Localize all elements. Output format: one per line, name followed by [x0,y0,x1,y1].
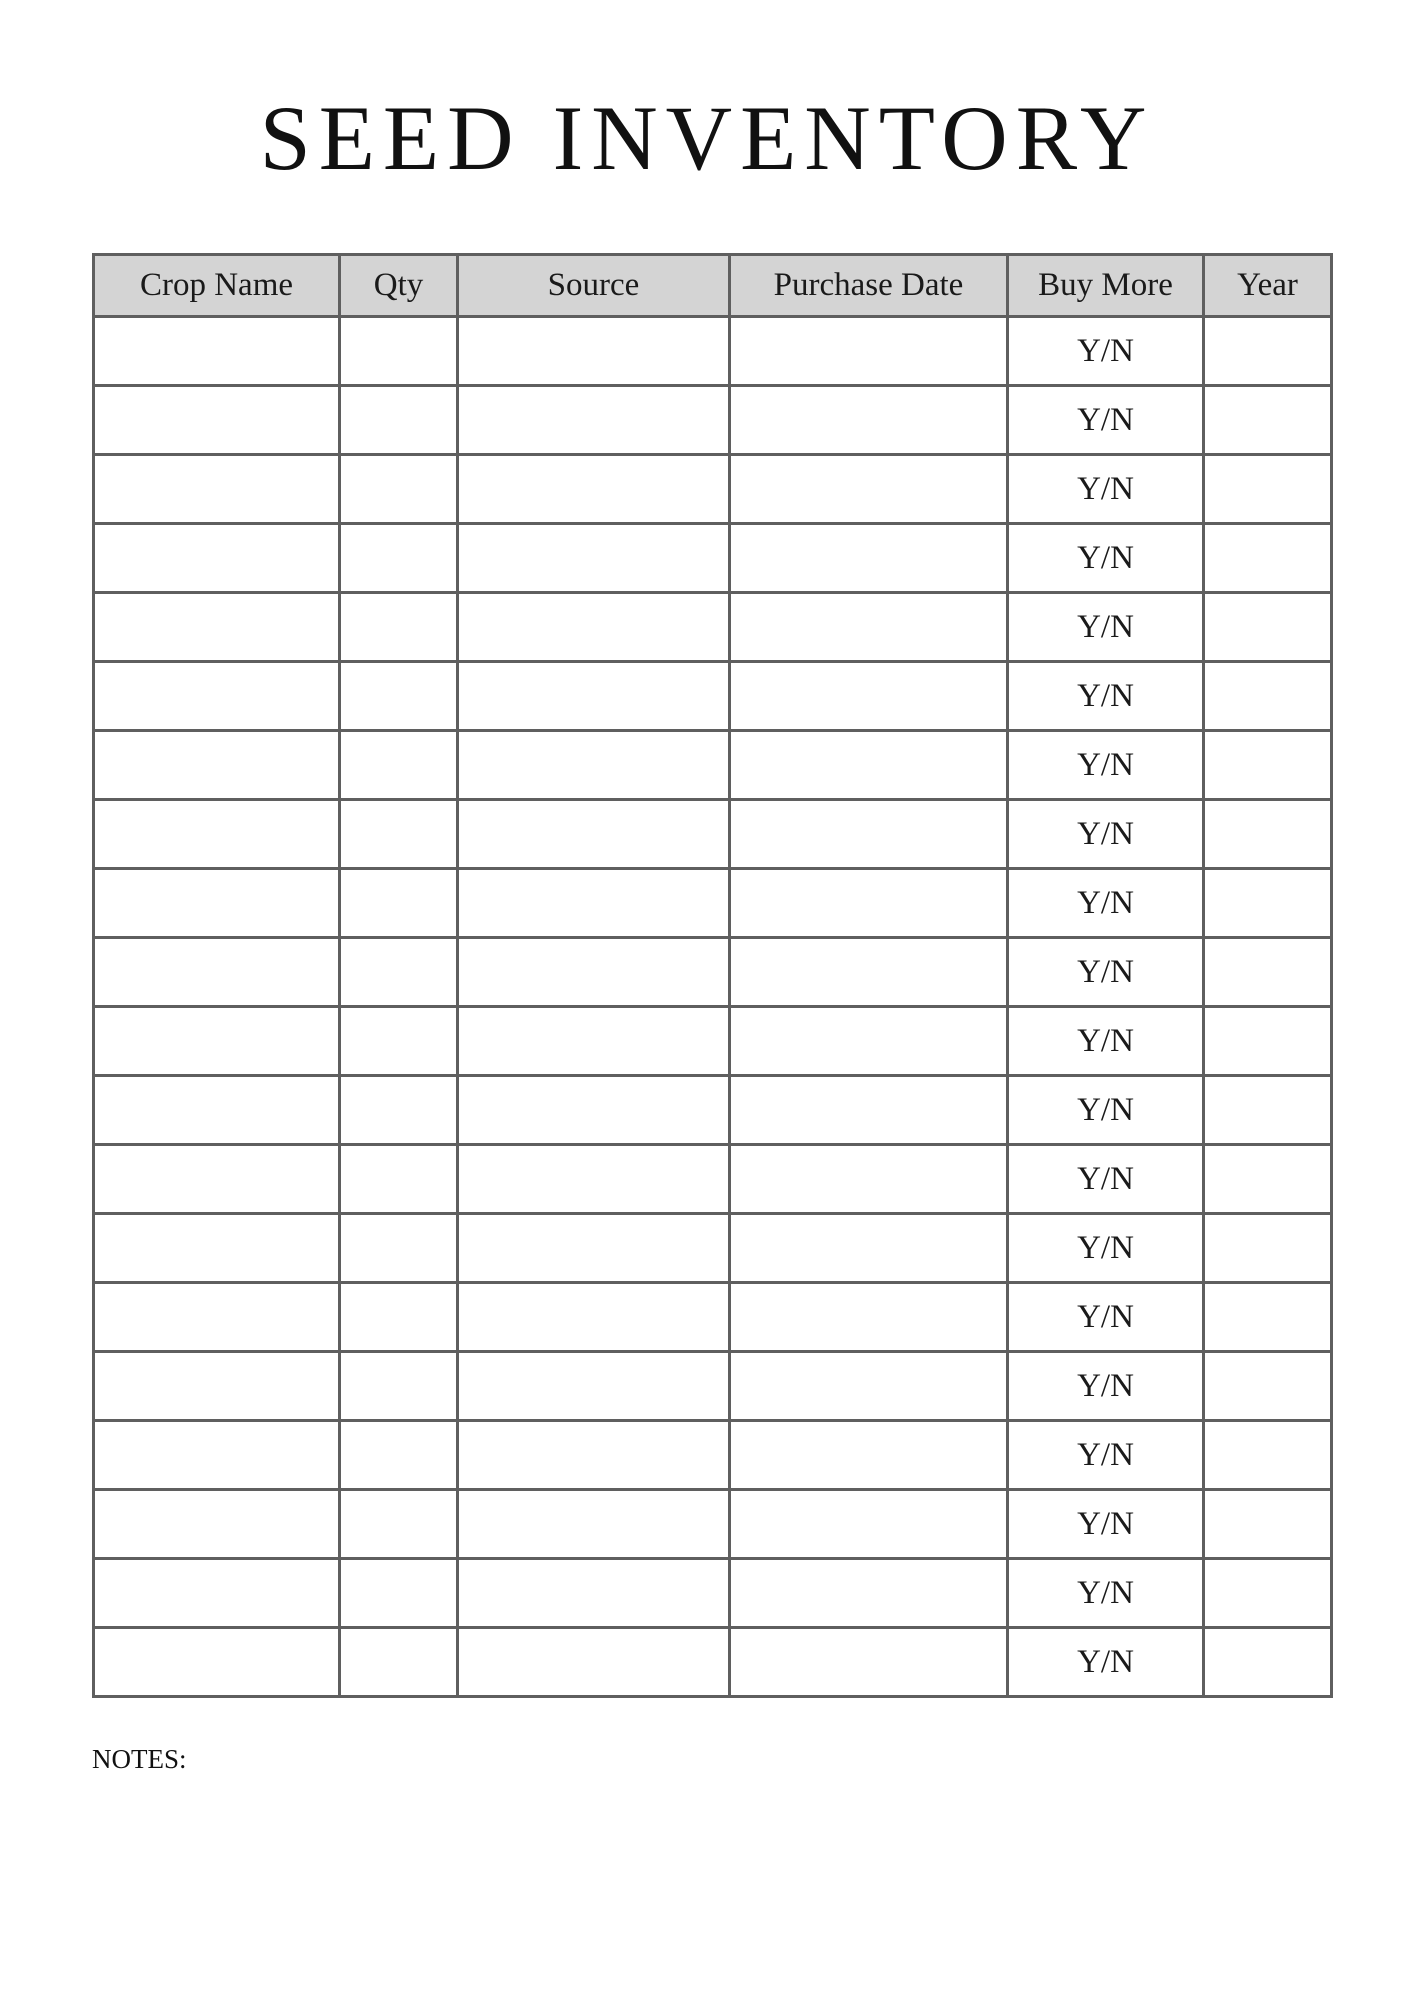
column-header-crop-name: Crop Name [94,255,340,317]
header-row [94,255,1332,317]
purchase-date-cell[interactable] [730,938,1008,1007]
source-cell[interactable] [458,317,730,386]
qty-cell[interactable] [340,938,458,1007]
source-cell[interactable] [458,1076,730,1145]
table-row [94,1145,1332,1214]
notes-label: NOTES: [92,1744,187,1774]
crop-name-cell[interactable] [94,662,340,731]
crop-name-cell[interactable] [94,1145,340,1214]
purchase-date-cell[interactable] [730,1283,1008,1352]
buy-more-cell[interactable]: Y/N [1008,593,1204,662]
year-cell[interactable] [1204,524,1332,593]
year-cell[interactable] [1204,800,1332,869]
column-header-year: Year [1204,255,1332,317]
buy-more-cell[interactable]: Y/N [1008,1283,1204,1352]
qty-cell[interactable] [340,1352,458,1421]
table-row [94,386,1332,455]
buy-more-cell[interactable]: Y/N [1008,317,1204,386]
source-cell[interactable] [458,1559,730,1628]
seed-inventory-table [92,253,1333,1698]
buy-more-cell[interactable]: Y/N [1008,938,1204,1007]
purchase-date-cell[interactable] [730,1007,1008,1076]
year-cell[interactable] [1204,1559,1332,1628]
purchase-date-cell[interactable] [730,1076,1008,1145]
table-row [94,1214,1332,1283]
qty-cell[interactable] [340,1214,458,1283]
buy-more-cell[interactable]: Y/N [1008,731,1204,800]
purchase-date-cell[interactable] [730,1145,1008,1214]
year-cell[interactable] [1204,1076,1332,1145]
crop-name-cell[interactable] [94,731,340,800]
source-cell[interactable] [458,1007,730,1076]
crop-name-cell[interactable] [94,1076,340,1145]
qty-cell[interactable] [340,800,458,869]
crop-name-cell[interactable] [94,1421,340,1490]
qty-cell[interactable] [340,869,458,938]
table-header [94,255,1332,317]
qty-cell[interactable] [340,1490,458,1559]
column-header-buy-more: Buy More [1008,255,1204,317]
purchase-date-cell[interactable] [730,317,1008,386]
table-row [94,1421,1332,1490]
crop-name-cell[interactable] [94,938,340,1007]
year-cell[interactable] [1204,386,1332,455]
crop-name-cell[interactable] [94,593,340,662]
page-title: SEED INVENTORY [259,87,1155,189]
buy-more-cell[interactable]: Y/N [1008,386,1204,455]
buy-more-cell[interactable]: Y/N [1008,1559,1204,1628]
year-cell[interactable] [1204,1283,1332,1352]
source-cell[interactable] [458,593,730,662]
purchase-date-cell[interactable] [730,1214,1008,1283]
qty-cell[interactable] [340,386,458,455]
crop-name-cell[interactable] [94,524,340,593]
year-cell[interactable] [1204,1490,1332,1559]
purchase-date-cell[interactable] [730,662,1008,731]
qty-cell[interactable] [340,731,458,800]
qty-cell[interactable] [340,1283,458,1352]
year-cell[interactable] [1204,455,1332,524]
column-header-purchase-date: Purchase Date [730,255,1008,317]
buy-more-cell[interactable]: Y/N [1008,1490,1204,1559]
crop-name-cell[interactable] [94,1007,340,1076]
source-cell[interactable] [458,1214,730,1283]
table-row [94,317,1332,386]
purchase-date-cell[interactable] [730,1490,1008,1559]
crop-name-cell[interactable] [94,1214,340,1283]
purchase-date-cell[interactable] [730,869,1008,938]
qty-cell[interactable] [340,1628,458,1697]
source-cell[interactable] [458,869,730,938]
year-cell[interactable] [1204,1214,1332,1283]
table-row [94,1559,1332,1628]
crop-name-cell[interactable] [94,455,340,524]
year-cell[interactable] [1204,662,1332,731]
table-body [94,317,1332,1697]
crop-name-cell[interactable] [94,1559,340,1628]
buy-more-cell[interactable]: Y/N [1008,800,1204,869]
qty-cell[interactable] [340,524,458,593]
qty-cell[interactable] [340,1007,458,1076]
column-header-source: Source [458,255,730,317]
source-cell[interactable] [458,1628,730,1697]
table-row [94,800,1332,869]
crop-name-cell[interactable] [94,869,340,938]
source-cell[interactable] [458,1490,730,1559]
qty-cell[interactable] [340,1076,458,1145]
source-cell[interactable] [458,1145,730,1214]
crop-name-cell[interactable] [94,317,340,386]
buy-more-cell[interactable]: Y/N [1008,1628,1204,1697]
buy-more-cell[interactable]: Y/N [1008,1145,1204,1214]
source-cell[interactable] [458,386,730,455]
table-row [94,869,1332,938]
buy-more-cell[interactable]: Y/N [1008,455,1204,524]
purchase-date-cell[interactable] [730,524,1008,593]
qty-cell[interactable] [340,1559,458,1628]
year-cell[interactable] [1204,1145,1332,1214]
year-cell[interactable] [1204,1007,1332,1076]
purchase-date-cell[interactable] [730,1352,1008,1421]
table-row [94,731,1332,800]
buy-more-cell[interactable]: Y/N [1008,1076,1204,1145]
crop-name-cell[interactable] [94,1283,340,1352]
buy-more-cell[interactable]: Y/N [1008,662,1204,731]
buy-more-cell[interactable]: Y/N [1008,1421,1204,1490]
buy-more-cell[interactable]: Y/N [1008,1007,1204,1076]
table-row [94,1076,1332,1145]
year-cell[interactable] [1204,938,1332,1007]
table-row [94,662,1332,731]
crop-name-cell[interactable] [94,1490,340,1559]
purchase-date-cell[interactable] [730,386,1008,455]
buy-more-cell[interactable]: Y/N [1008,1352,1204,1421]
crop-name-cell[interactable] [94,1628,340,1697]
qty-cell[interactable] [340,593,458,662]
purchase-date-cell[interactable] [730,1559,1008,1628]
purchase-date-cell[interactable] [730,1628,1008,1697]
table-row [94,593,1332,662]
table-row [94,1628,1332,1697]
column-header-qty: Qty [340,255,458,317]
year-cell[interactable] [1204,731,1332,800]
crop-name-cell[interactable] [94,800,340,869]
qty-cell[interactable] [340,317,458,386]
source-cell[interactable] [458,1352,730,1421]
table-row [94,938,1332,1007]
source-cell[interactable] [458,662,730,731]
qty-cell[interactable] [340,662,458,731]
table-row [94,455,1332,524]
source-cell[interactable] [458,524,730,593]
source-cell[interactable] [458,938,730,1007]
year-cell[interactable] [1204,1352,1332,1421]
buy-more-cell[interactable]: Y/N [1008,869,1204,938]
buy-more-cell[interactable]: Y/N [1008,524,1204,593]
buy-more-cell[interactable]: Y/N [1008,1214,1204,1283]
notes-area[interactable] [92,1785,1330,1965]
purchase-date-cell[interactable] [730,593,1008,662]
table-row [94,1007,1332,1076]
source-cell[interactable] [458,1421,730,1490]
source-cell[interactable] [458,731,730,800]
table-row [94,1490,1332,1559]
year-cell[interactable] [1204,1421,1332,1490]
source-cell[interactable] [458,800,730,869]
qty-cell[interactable] [340,1421,458,1490]
source-cell[interactable] [458,1283,730,1352]
table-row [94,1283,1332,1352]
purchase-date-cell[interactable] [730,1421,1008,1490]
year-cell[interactable] [1204,317,1332,386]
year-cell[interactable] [1204,1628,1332,1697]
year-cell[interactable] [1204,869,1332,938]
purchase-date-cell[interactable] [730,455,1008,524]
qty-cell[interactable] [340,455,458,524]
year-cell[interactable] [1204,593,1332,662]
crop-name-cell[interactable] [94,386,340,455]
crop-name-cell[interactable] [94,1352,340,1421]
table-row [94,524,1332,593]
source-cell[interactable] [458,455,730,524]
table-row [94,1352,1332,1421]
purchase-date-cell[interactable] [730,731,1008,800]
qty-cell[interactable] [340,1145,458,1214]
purchase-date-cell[interactable] [730,800,1008,869]
